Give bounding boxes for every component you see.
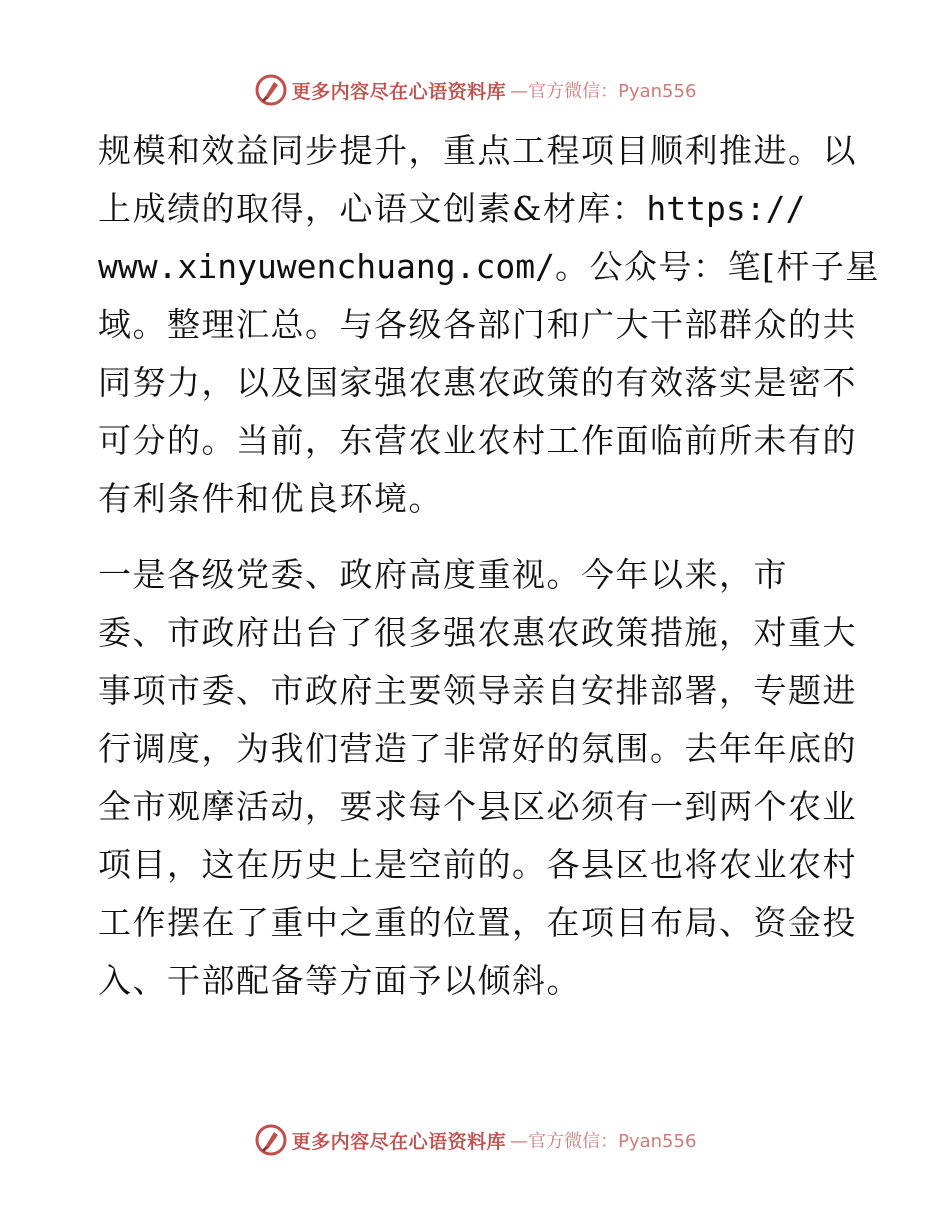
text-line: 同努力，以及国家强农惠农政策的有效落实是密不 bbox=[98, 363, 857, 402]
text-line: 域。整理汇总。与各级各部门和广大干部群众的共 bbox=[98, 305, 857, 344]
text-segment: 上成绩的取得，心语文创素&材库： bbox=[98, 189, 647, 228]
footer-banner-wechat: —官方微信：Pyan556 bbox=[510, 1131, 697, 1152]
text-line: 全市观摩活动，要求每个县区必须有一到两个农业 bbox=[98, 787, 857, 826]
text-line: 可分的。当前，东营农业农村工作面临前所未有的 bbox=[98, 421, 857, 460]
text-line: 一是各级党委、政府高度重视。今年以来，市 bbox=[98, 555, 788, 594]
text-line: 工作摆在了重中之重的位置，在项目布局、资金投 bbox=[98, 903, 857, 942]
text-line: 行调度，为我们营造了非常好的氛围。去年年底的 bbox=[98, 729, 857, 768]
document-body bbox=[98, 122, 880, 1010]
paragraph-spacer bbox=[98, 528, 858, 546]
header-banner bbox=[0, 68, 950, 112]
header-banner-title: 更多内容尽在心语资料库 bbox=[291, 80, 507, 103]
text-line bbox=[98, 238, 880, 296]
url-segment: www.xinyuwenchuang.com/ bbox=[98, 247, 555, 286]
text-line: 委、市政府出台了很多强农惠农政策措施，对重大 bbox=[98, 613, 857, 652]
text-line: 项目，这在历史上是空前的。各县区也将农业农村 bbox=[98, 845, 857, 884]
pen-nib-icon bbox=[254, 73, 288, 107]
paragraph-2 bbox=[98, 546, 858, 1010]
text-line bbox=[98, 180, 858, 238]
text-segment: 。公众号：笔[杆子星 bbox=[554, 247, 880, 286]
header-banner-wechat: —官方微信：Pyan556 bbox=[510, 81, 697, 102]
text-line: 事项市委、市政府主要领导亲自安排部署，专题进 bbox=[98, 671, 857, 710]
footer-banner-content bbox=[254, 1123, 697, 1157]
footer-banner-title: 更多内容尽在心语资料库 bbox=[291, 1130, 507, 1153]
footer-banner bbox=[0, 1118, 950, 1162]
paragraph-1 bbox=[98, 122, 880, 528]
text-line: 有利条件和优良环境。 bbox=[98, 479, 443, 518]
header-banner-content bbox=[254, 73, 697, 107]
url-segment: https:// bbox=[646, 189, 806, 228]
text-line: 规模和效益同步提升，重点工程项目顺利推进。以 bbox=[98, 131, 857, 170]
pen-nib-icon bbox=[254, 1123, 288, 1157]
text-line: 入、干部配备等方面予以倾斜。 bbox=[98, 961, 581, 1000]
